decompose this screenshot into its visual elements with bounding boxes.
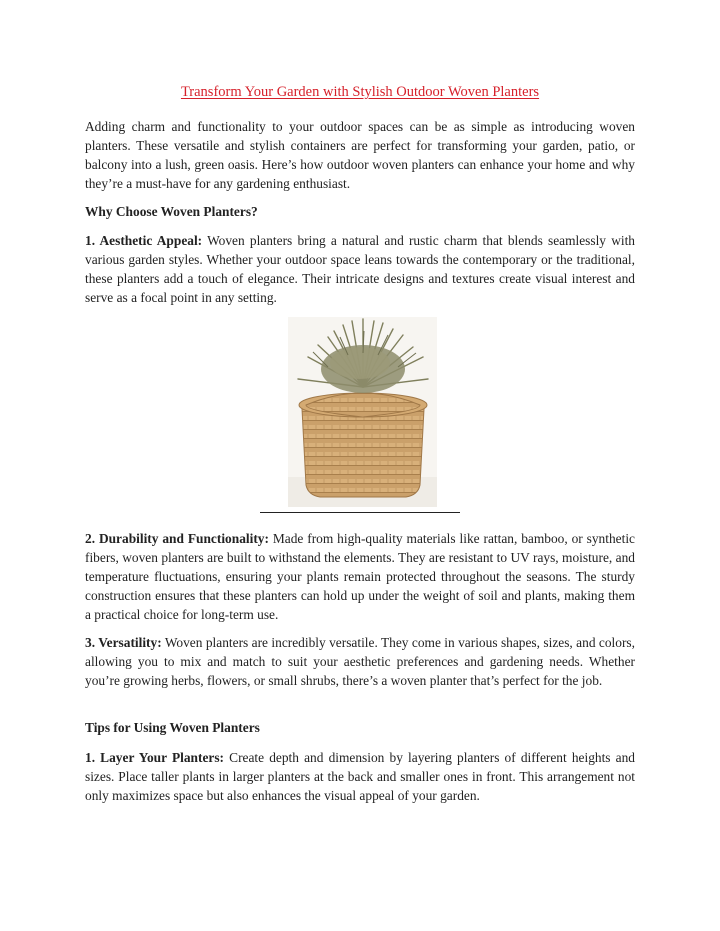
paragraph-text — [85, 231, 635, 307]
paragraph-label: 2. Durability and Functionality: — [85, 531, 269, 546]
paragraph-text — [85, 633, 635, 690]
paragraph-aesthetic-appeal — [85, 231, 635, 307]
paragraph-layer-planters — [85, 748, 635, 805]
intro-paragraph — [85, 117, 635, 193]
paragraph-text — [85, 748, 635, 805]
image-caption-rule — [260, 512, 460, 513]
section-heading-why — [85, 202, 635, 221]
basket-planter-image — [288, 317, 437, 507]
paragraph-label: 1. Layer Your Planters: — [85, 750, 225, 765]
paragraph-label: 3. Versatility: — [85, 635, 162, 650]
paragraph-text — [85, 529, 635, 624]
section-heading-text: Tips for Using Woven Planters — [85, 720, 260, 735]
paragraph-label: 1. Aesthetic Appeal: — [85, 233, 203, 248]
paragraph-body: Woven planters bring a natural and rustic charm that blends seamlessly with various garden styles. Whether your outdoor space leans towards the contemporary or the traditional, these planters add a touch of elegance. Their intricate designs and textures create visual interest and serve as a focal point in any setting. — [85, 233, 635, 305]
paragraph-body: Create depth and dimension by layering planters of different heights and sizes. Place taller plants in larger planters at the back and smaller ones in front. This arrangement not only maximizes space but also enhances the visual appeal of your garden. — [85, 750, 635, 803]
paragraph-body: Made from high-quality materials like rattan, bamboo, or synthetic fibers, woven planters are built to withstand the elements. They are resistant to UV rays, moisture, and temperature fluctuations, ensuring your plants remain protected throughout the seasons. The sturdy construction ensures that these planters can hold up under the weight of soil and plants, making them a practical choice for long-term use. — [85, 531, 635, 622]
section-heading-tips — [85, 718, 635, 737]
paragraph-body: Woven planters are incredibly versatile. They come in various shapes, sizes, and colors, allowing you to mix and match to suit your aesthetic preferences and gardening needs. Whether you’re growing herbs, flowers, or small shrubs, there’s a woven planter that’s perfect for the job. — [85, 635, 635, 688]
paragraph-durability — [85, 529, 635, 624]
paragraph-versatility — [85, 633, 635, 690]
section-heading-text: Why Choose Woven Planters? — [85, 204, 258, 219]
intro-text: Adding charm and functionality to your outdoor spaces can be as simple as introducing woven planters. These versatile and stylish containers are perfect for transforming your garden, patio, or balcony into a lush, green oasis. Here’s how outdoor woven planters can enhance your home and why they’re a must-have for any gardening enthusiast. — [85, 119, 635, 191]
basket-planter-illustration — [288, 317, 437, 507]
document-title[interactable]: Transform Your Garden with Stylish Outdoor Woven Planters — [180, 84, 540, 100]
